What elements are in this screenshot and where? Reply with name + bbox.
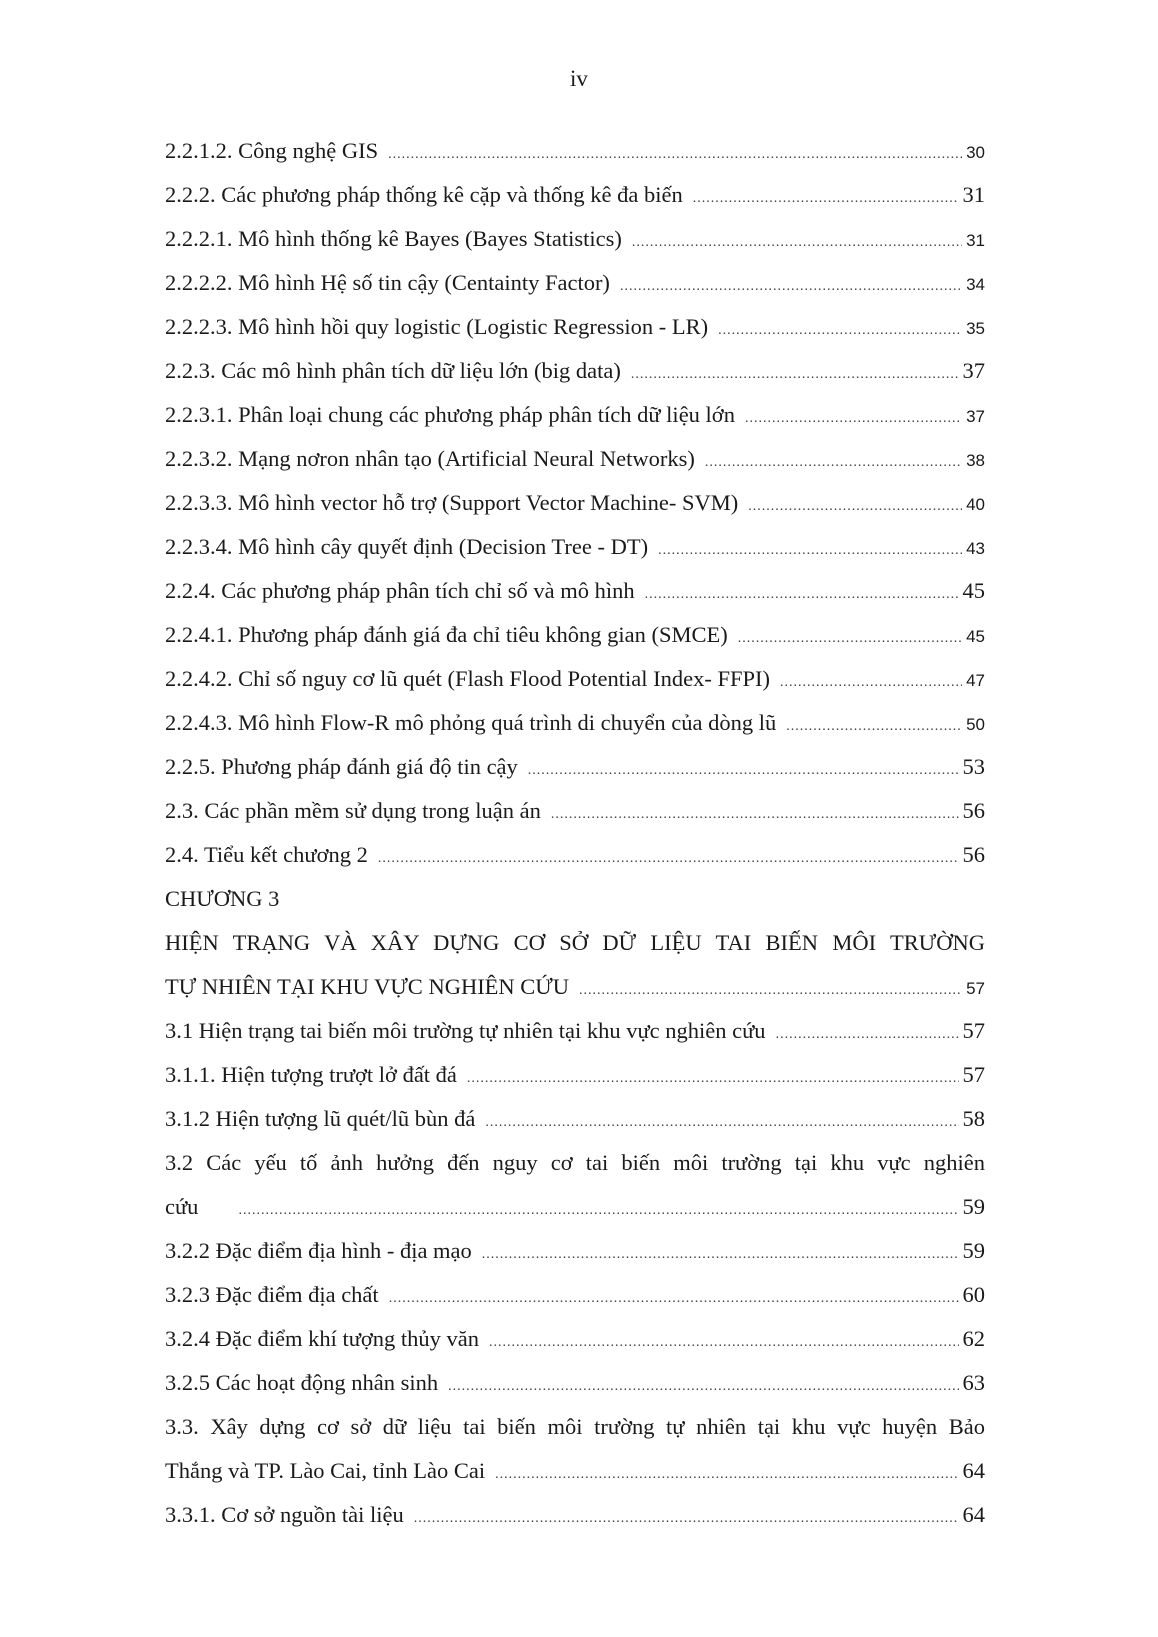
dot-leader <box>482 1233 959 1277</box>
toc-entry-page: 63 <box>962 1370 985 1395</box>
toc-entry[interactable] <box>165 1185 985 1229</box>
toc-entry[interactable] <box>165 701 985 745</box>
toc-entry-title: 2.2.3.4. Mô hình cây quyết định (Decision Tree - DT) <box>165 534 649 559</box>
toc-entry-page: 56 <box>962 842 985 867</box>
toc-entry-title: 2.2.2.3. Mô hình hồi quy logistic (Logistic Regression - LR) <box>165 314 709 339</box>
toc-entry[interactable] <box>165 745 985 789</box>
dot-leader <box>631 353 959 397</box>
toc-entry-page: 62 <box>962 1326 985 1351</box>
toc-entry-title: 2.2.5. Phương pháp đánh giá độ tin cậy <box>165 754 518 779</box>
toc-entry[interactable] <box>165 569 985 613</box>
toc-entry-title: 3.1 Hiện trạng tai biến môi trường tự nhiên tại khu vực nghiên cứu <box>165 1018 766 1043</box>
toc-entry-page: 31 <box>966 231 985 250</box>
dot-leader <box>389 1277 959 1321</box>
toc-entry-title: 3.3.1. Cơ sở nguồn tài liệu <box>165 1502 404 1527</box>
dot-leader <box>658 529 962 573</box>
toc-entry-title: 2.2.2.2. Mô hình Hệ số tin cậy (Centainty Factor) <box>165 270 610 295</box>
toc-entry[interactable] <box>165 525 985 569</box>
toc-entry-page: 35 <box>966 319 985 338</box>
toc-entry-page: 40 <box>966 495 985 514</box>
toc-entry-title: 2.2.4.1. Phương pháp đánh giá đa chỉ tiêu không gian (SMCE) <box>165 622 728 647</box>
dot-leader <box>378 837 959 881</box>
dot-leader <box>495 1453 958 1497</box>
toc-entry-page: 64 <box>962 1502 985 1527</box>
dot-leader <box>414 1497 959 1541</box>
toc-entry-multiline-line-1[interactable]: 3.2 Các yếu tố ảnh hưởng đến nguy cơ tai biến môi trường tại khu vực nghiên <box>165 1150 985 1175</box>
dot-leader <box>705 441 962 485</box>
toc-entry-title: 3.1.2 Hiện tượng lũ quét/lũ bùn đá <box>165 1106 476 1131</box>
chapter-title-line-1[interactable]: HIỆN TRẠNG VÀ XÂY DỰNG CƠ SỞ DỮ LIỆU TAI BIẾN MÔI TRƯỜNG <box>165 930 985 955</box>
dot-leader <box>645 573 959 617</box>
dot-leader <box>388 133 962 177</box>
toc-entry[interactable] <box>165 833 985 877</box>
toc-entry-page: 59 <box>962 1194 985 1219</box>
toc-entry-page: 53 <box>962 754 985 779</box>
toc-entry-title: 2.2.1.2. Công nghệ GIS <box>165 138 379 163</box>
dot-leader <box>551 793 959 837</box>
toc-entry[interactable] <box>165 129 985 173</box>
toc-entry-page: 47 <box>966 671 985 690</box>
toc-entry-title: 2.2.4.3. Mô hình Flow-R mô phỏng quá trình di chuyển của dòng lũ <box>165 710 777 735</box>
toc-entry-page: 57 <box>962 1062 985 1087</box>
toc-entry-title: 2.2.4.2. Chỉ số nguy cơ lũ quét (Flash Flood Potential Index- FFPI) <box>165 666 771 691</box>
toc-entry-title: 2.2.3. Các mô hình phân tích dữ liệu lớn (big data) <box>165 358 621 383</box>
toc-entry[interactable] <box>165 1009 985 1053</box>
toc-entry-page: 64 <box>962 1458 985 1483</box>
toc-entry[interactable] <box>165 1493 985 1537</box>
toc-entry-title: Thắng và TP. Lào Cai, tỉnh Lào Cai <box>165 1458 486 1483</box>
toc-entry[interactable] <box>165 1449 985 1493</box>
chapter-heading: CHƯƠNG 3 <box>165 886 280 911</box>
toc-entry[interactable] <box>165 481 985 525</box>
dot-leader <box>748 485 962 529</box>
toc-entry-page: 43 <box>966 539 985 558</box>
toc-group-chapter-2 <box>165 129 985 877</box>
toc-entry-page: 60 <box>962 1282 985 1307</box>
toc-entry-page: 37 <box>966 407 985 426</box>
toc-entry-page: 45 <box>962 578 985 603</box>
dot-leader <box>238 1189 958 1233</box>
dot-leader <box>620 265 962 309</box>
dot-leader <box>693 177 959 221</box>
toc-entry[interactable] <box>165 1317 985 1361</box>
toc-entry-page: 31 <box>962 182 985 207</box>
toc-entry-title: 2.2.3.2. Mạng nơron nhân tạo (Artificial Neural Networks) <box>165 446 695 471</box>
toc-entry[interactable] <box>165 657 985 701</box>
toc-entry-multiline-line-1[interactable]: 3.3. Xây dựng cơ sở dữ liệu tai biến môi trường tự nhiên tại khu vực huyện Bảo <box>165 1414 985 1439</box>
toc-entry-title: 2.4. Tiểu kết chương 2 <box>165 842 368 867</box>
toc-entry[interactable] <box>165 1053 985 1097</box>
toc-entry[interactable] <box>165 393 985 437</box>
dot-leader <box>776 1013 959 1057</box>
dot-leader <box>448 1365 958 1409</box>
toc-entry[interactable] <box>165 305 985 349</box>
toc-entry[interactable] <box>165 613 985 657</box>
toc-entry-page: 59 <box>962 1238 985 1263</box>
toc-entry-title: 2.2.2.1. Mô hình thống kê Bayes (Bayes Statistics) <box>165 226 622 251</box>
toc-entry[interactable] <box>165 1097 985 1141</box>
toc-entry-page: 45 <box>966 627 985 646</box>
toc-entry-title: 2.2.3.3. Mô hình vector hỗ trợ (Support Vector Machine- SVM) <box>165 490 739 515</box>
dot-leader <box>579 969 962 1013</box>
toc-entry-title: 2.2.3.1. Phân loại chung các phương pháp phân tích dữ liệu lớn <box>165 402 735 427</box>
dot-leader <box>738 617 962 661</box>
dot-leader <box>745 397 962 441</box>
toc-group-chapter-3 <box>165 877 985 1537</box>
toc-entry-page: 34 <box>966 275 985 294</box>
toc-entry[interactable] <box>165 965 985 1009</box>
toc-entry-page: 57 <box>966 979 985 998</box>
table-of-contents <box>165 129 985 1537</box>
toc-entry[interactable] <box>165 1273 985 1317</box>
toc-entry[interactable] <box>165 173 985 217</box>
page-number: iv <box>570 66 588 91</box>
toc-entry[interactable] <box>165 217 985 261</box>
dot-leader <box>485 1101 958 1145</box>
toc-entry[interactable] <box>165 1229 985 1273</box>
toc-entry[interactable] <box>165 789 985 833</box>
toc-entry-title: 3.2.5 Các hoạt động nhân sinh <box>165 1370 439 1395</box>
dot-leader <box>467 1057 959 1101</box>
toc-entry[interactable] <box>165 261 985 305</box>
toc-entry-page: 56 <box>962 798 985 823</box>
toc-entry-title: 3.2.4 Đặc điểm khí tượng thủy văn <box>165 1326 480 1351</box>
toc-entry-page: 50 <box>966 715 985 734</box>
dot-leader <box>718 309 962 353</box>
toc-entry-title: 3.2.2 Đặc điểm địa hình - địa mạo <box>165 1238 472 1263</box>
toc-entry-page: 57 <box>962 1018 985 1043</box>
toc-entry-title: 2.3. Các phần mềm sử dụng trong luận án <box>165 798 541 823</box>
toc-entry-title: cứu <box>165 1194 199 1219</box>
dot-leader <box>528 749 959 793</box>
dot-leader <box>489 1321 958 1365</box>
dot-leader <box>780 661 962 705</box>
toc-entry[interactable] <box>165 1361 985 1405</box>
toc-entry-page: 37 <box>962 358 985 383</box>
toc-entry-page: 30 <box>966 143 985 162</box>
dot-leader <box>786 705 962 749</box>
dot-leader <box>632 221 962 265</box>
toc-entry[interactable] <box>165 437 985 481</box>
toc-entry-title: 2.2.2. Các phương pháp thống kê cặp và thống kê đa biến <box>165 182 683 207</box>
toc-entry-title: 3.2.3 Đặc điểm địa chất <box>165 1282 379 1307</box>
toc-entry-title: 3.1.1. Hiện tượng trượt lở đất đá <box>165 1062 457 1087</box>
toc-entry-page: 38 <box>966 451 985 470</box>
toc-entry[interactable] <box>165 349 985 393</box>
toc-entry-page: 58 <box>962 1106 985 1131</box>
toc-entry-title: TỰ NHIÊN TẠI KHU VỰC NGHIÊN CỨU <box>165 974 570 999</box>
toc-entry-title: 2.2.4. Các phương pháp phân tích chỉ số và mô hình <box>165 578 635 603</box>
